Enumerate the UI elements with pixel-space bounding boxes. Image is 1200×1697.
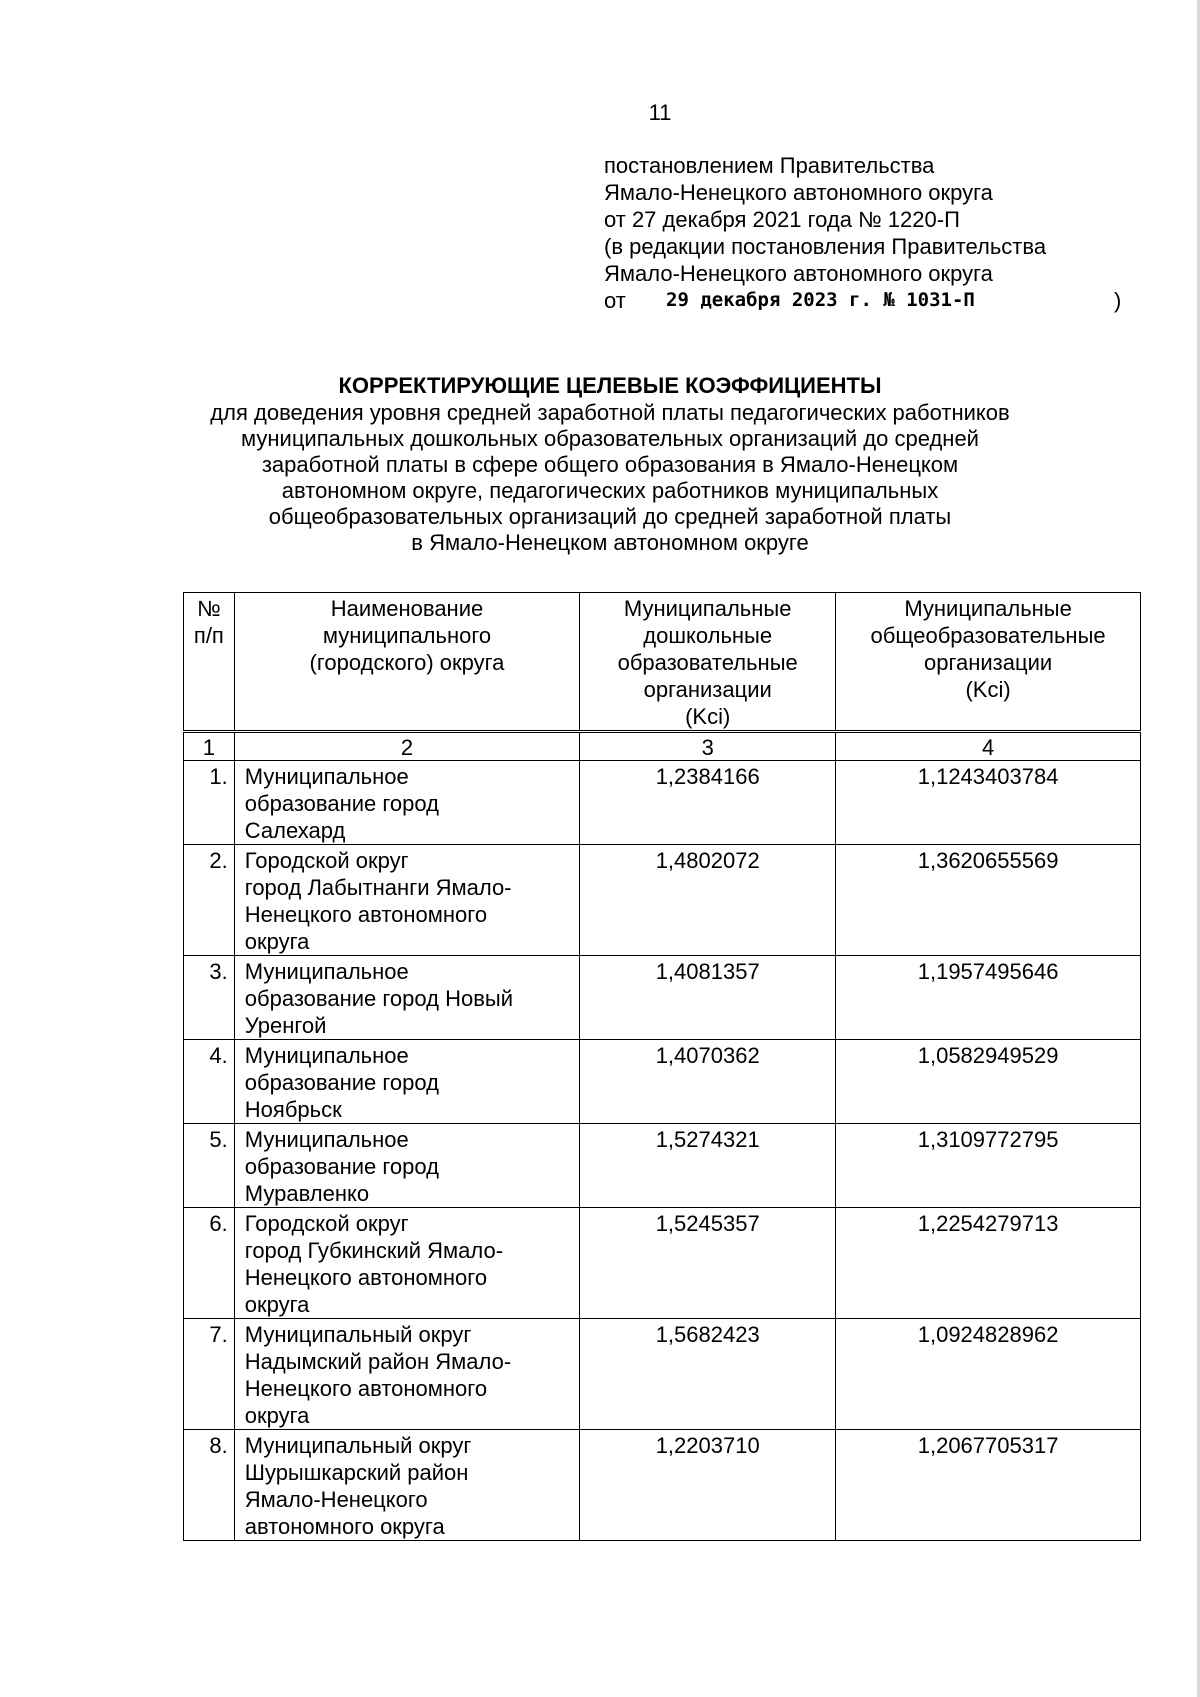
header-text: образовательные [617, 650, 798, 675]
preschool-coefficient: 1,5274321 [580, 1124, 836, 1208]
coefficients-table [183, 592, 1141, 1541]
column-number: 1 [184, 732, 235, 761]
name-line: Муниципальное [244, 1043, 409, 1068]
municipality-name [234, 1040, 579, 1124]
name-line: образование город Новый [244, 986, 514, 1011]
name-line: округа [244, 1292, 310, 1317]
header-text: дошкольные [643, 623, 773, 648]
name-line: Ямало-Ненецкого [244, 1487, 428, 1512]
header-date-prefix: от [604, 288, 626, 313]
name-line: Надымский район Ямало- [244, 1349, 512, 1374]
header-text: (Kci) [685, 704, 731, 729]
name-line: Ненецкого автономного [244, 1265, 488, 1290]
municipality-name [234, 845, 579, 956]
municipality-name [234, 1208, 579, 1319]
row-number: 4. [184, 1040, 235, 1124]
table-row [184, 956, 1141, 1040]
general-coefficient: 1,3620655569 [836, 845, 1141, 956]
header-text: п/п [193, 623, 224, 648]
name-line: город Губкинский Ямало- [244, 1238, 504, 1263]
subtitle-line: для доведения уровня средней заработной платы педагогических работников [210, 400, 1010, 425]
subtitle-line: общеобразовательных организаций до средней заработной платы [268, 504, 952, 529]
table-row [184, 1319, 1141, 1430]
subtitle-line: заработной платы в сфере общего образования в Ямало-Ненецком [261, 452, 959, 477]
column-number: 3 [580, 732, 836, 761]
row-number: 5. [184, 1124, 235, 1208]
table-header-row [184, 593, 1141, 732]
page-number: 11 [648, 100, 672, 125]
table-row [184, 1208, 1141, 1319]
preschool-coefficient: 1,4070362 [580, 1040, 836, 1124]
table-row [184, 761, 1141, 845]
header-line: (в редакции постановления Правительства [604, 234, 1047, 259]
name-line: Шурышкарский район [244, 1460, 469, 1485]
row-number: 8. [184, 1430, 235, 1541]
row-number: 3. [184, 956, 235, 1040]
header-text: № [197, 596, 221, 621]
general-coefficient: 1,1243403784 [836, 761, 1141, 845]
preschool-coefficient: 1,2203710 [580, 1430, 836, 1541]
preschool-coefficient: 1,2384166 [580, 761, 836, 845]
header-text: Муниципальные [904, 596, 1072, 621]
header-text: организации [643, 677, 772, 702]
header-line: от 27 декабря 2021 года № 1220-П [604, 207, 960, 232]
general-coefficient: 1,3109772795 [836, 1124, 1141, 1208]
general-coefficient: 1,1957495646 [836, 956, 1141, 1040]
row-number: 1. [184, 761, 235, 845]
preschool-coefficient: 1,5682423 [580, 1319, 836, 1430]
table-row [184, 1040, 1141, 1124]
header-line: постановлением Правительства [604, 153, 935, 178]
name-line: Ноябрьск [244, 1097, 342, 1122]
preschool-coefficient: 1,4081357 [580, 956, 836, 1040]
preschool-coefficient: 1,5245357 [580, 1208, 836, 1319]
closing-paren: ) [1114, 288, 1122, 313]
name-line: образование город [244, 791, 439, 816]
name-line: Муравленко [244, 1181, 370, 1206]
approval-header [604, 152, 1124, 314]
header-date-line [604, 287, 1124, 314]
general-coefficient: 1,2254279713 [836, 1208, 1141, 1319]
column-number: 4 [836, 732, 1141, 761]
name-line: Городской округ [244, 1211, 409, 1236]
document-title-block [150, 372, 1070, 556]
document-title: КОРРЕКТИРУЮЩИЕ ЦЕЛЕВЫЕ КОЭФФИЦИЕНТЫ [338, 373, 882, 398]
name-line: Городской округ [244, 848, 409, 873]
municipality-name [234, 1124, 579, 1208]
header-text: (городского) округа [309, 650, 505, 675]
column-number-row [184, 732, 1141, 761]
header-text: Наименование [330, 596, 484, 621]
row-number: 7. [184, 1319, 235, 1430]
name-line: Ненецкого автономного [244, 1376, 488, 1401]
name-line: округа [244, 929, 310, 954]
name-line: Муниципальное [244, 959, 409, 984]
header-text: муниципального [322, 623, 492, 648]
name-line: образование город [244, 1070, 439, 1095]
header-text: Муниципальные [623, 596, 792, 621]
name-line: Муниципальный округ [244, 1322, 472, 1347]
table-row [184, 1430, 1141, 1541]
table-row [184, 845, 1141, 956]
municipality-name [234, 1319, 579, 1430]
name-line: Уренгой [244, 1013, 327, 1038]
name-line: город Лабытнанги Ямало- [244, 875, 512, 900]
row-number: 2. [184, 845, 235, 956]
header-text: (Kci) [965, 677, 1011, 702]
name-line: Муниципальное [244, 764, 409, 789]
header-line: Ямало-Ненецкого автономного округа [604, 180, 993, 205]
header-cell-name [234, 593, 579, 732]
municipality-name [234, 1430, 579, 1541]
header-line: Ямало-Ненецкого автономного округа [604, 261, 993, 286]
name-line: Муниципальное [244, 1127, 409, 1152]
general-coefficient: 1,0582949529 [836, 1040, 1141, 1124]
name-line: автономного округа [244, 1514, 445, 1539]
header-cell-preschool [580, 593, 836, 732]
municipality-name [234, 761, 579, 845]
municipality-name [234, 956, 579, 1040]
general-coefficient: 1,2067705317 [836, 1430, 1141, 1541]
row-number: 6. [184, 1208, 235, 1319]
header-cell-number [184, 593, 235, 732]
name-line: Ненецкого автономного [244, 902, 488, 927]
name-line: Салехард [244, 818, 346, 843]
subtitle-line: автономном округе, педагогических работников муниципальных [281, 478, 939, 503]
general-coefficient: 1,0924828962 [836, 1319, 1141, 1430]
header-cell-general [836, 593, 1141, 732]
table-row [184, 1124, 1141, 1208]
header-text: общеобразовательные [870, 623, 1106, 648]
column-number: 2 [234, 732, 579, 761]
date-stamp: 29 декабря 2023 г. № 1031-П [666, 289, 975, 311]
name-line: образование город [244, 1154, 439, 1179]
subtitle-line: муниципальных дошкольных образовательных организаций до средней [241, 426, 979, 451]
header-text: организации [924, 650, 1053, 675]
name-line: округа [244, 1403, 310, 1428]
subtitle-line: в Ямало-Ненецком автономном округе [411, 530, 809, 555]
preschool-coefficient: 1,4802072 [580, 845, 836, 956]
name-line: Муниципальный округ [244, 1433, 472, 1458]
